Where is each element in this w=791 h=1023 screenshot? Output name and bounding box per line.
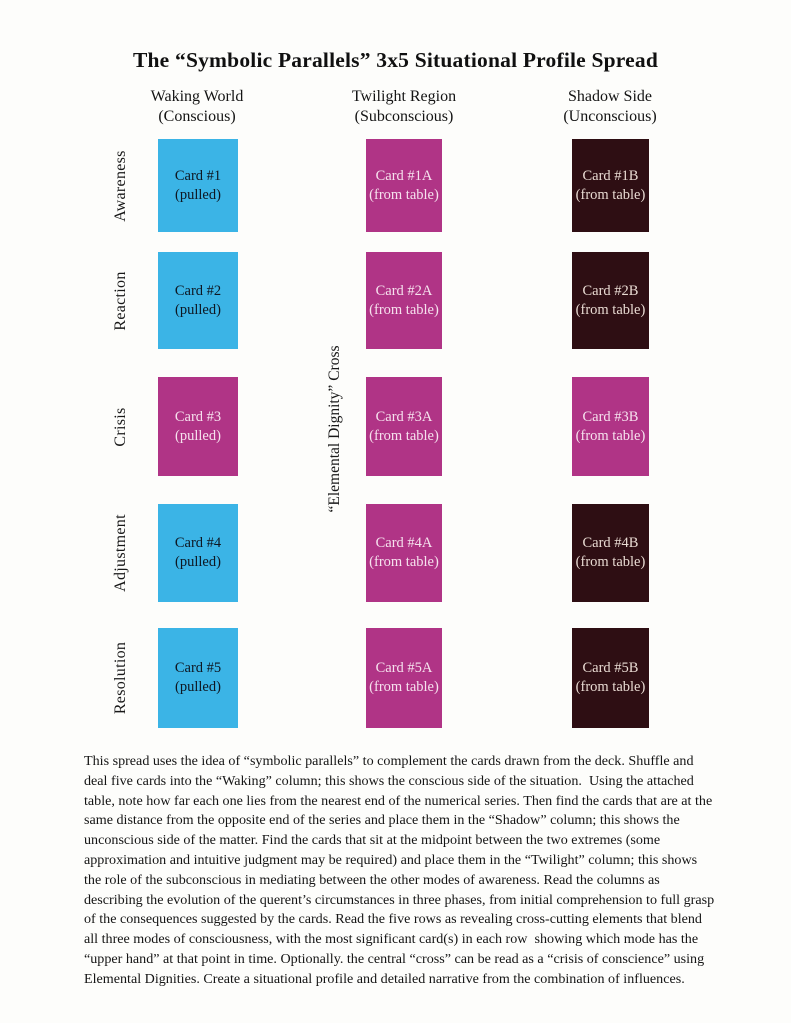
card-5 (158, 628, 238, 728)
card-1 (158, 139, 238, 232)
card-2b (572, 252, 649, 349)
column-header-shadow-side (500, 87, 720, 126)
card-4a (366, 504, 442, 602)
spread-row-crisis (0, 377, 791, 476)
page-title: The “Symbolic Parallels” 3x5 Situational Profile Spread (132, 48, 659, 72)
description-line: describing the evolution of the querent’s circumstances in three phases, from initial comprehension to full grasp (84, 891, 715, 908)
description-line: unconscious side of the matter. Find the cards that sit at the midpoint between the two extremes (some (84, 832, 661, 849)
card-4 (158, 504, 238, 602)
description-line: “upper hand” at that point in time. Optionally. the central “cross” can be read as a “crisis of conscience” using (84, 950, 705, 967)
column-subtitle: (Conscious) (158, 107, 236, 125)
card-title: Card #2B (582, 282, 639, 299)
column-title: Waking World (150, 88, 244, 105)
description-paragraph (84, 752, 774, 990)
card-subtitle: (from table) (575, 679, 646, 695)
card-subtitle: (from table) (575, 554, 646, 570)
spread-row-adjustment (0, 504, 791, 602)
card-2a (366, 252, 442, 349)
description-line: approximation and intuitive judgment may be required) and place them in the “Twilight” column; this shows (84, 851, 698, 868)
description-line: same distance from the opposite end of the series and place them in the “Shadow” column; this shows the (84, 812, 680, 829)
spread-row-reaction (0, 252, 791, 349)
card-title: Card #5A (375, 660, 433, 676)
card-1b (572, 139, 649, 232)
description-line: This spread uses the idea of “symbolic parallels” to complement the cards drawn from the deck. Shuffle and (84, 753, 694, 769)
card-title: Card #2 (174, 282, 222, 299)
spread-row-awareness (0, 139, 791, 232)
card-5a (366, 628, 442, 728)
card-subtitle: (from table) (575, 301, 646, 318)
card-subtitle: (from table) (369, 186, 439, 203)
card-subtitle: (pulled) (175, 301, 221, 318)
card-subtitle: (from table) (575, 186, 646, 203)
card-subtitle: (pulled) (175, 186, 221, 203)
card-1a (366, 139, 442, 232)
card-title: Card #4A (375, 535, 433, 551)
card-subtitle: (from table) (369, 301, 439, 318)
column-subtitle: (Subconscious) (354, 107, 454, 125)
card-title: Card #4 (174, 535, 222, 551)
card-title: Card #3B (582, 408, 639, 425)
card-subtitle: (pulled) (175, 679, 221, 695)
description-line: deal five cards into the “Waking” column; this shows the conscious side of the situation. Using the attached (84, 772, 694, 789)
card-2 (158, 252, 238, 349)
card-title: Card #3A (375, 408, 433, 425)
elemental-dignity-cross-annotation: “Elemental Dignity” Cross (326, 345, 343, 513)
card-title: Card #3 (174, 408, 222, 425)
description-line: table, note how far each one lies from the nearest end of the numerical series. Then find the cards that are at the (84, 792, 713, 809)
row-label-resolution: Resolution (112, 641, 129, 715)
card-subtitle: (from table) (575, 427, 646, 444)
card-title: Card #5B (582, 660, 639, 676)
column-title: Twilight Region (351, 88, 457, 105)
card-subtitle: (pulled) (175, 554, 221, 570)
spread-row-resolution (0, 628, 791, 728)
card-3a (366, 377, 442, 476)
row-label-reaction: Reaction (112, 270, 129, 331)
card-4b (572, 504, 649, 602)
card-5b (572, 628, 649, 728)
row-label-crisis: Crisis (112, 406, 129, 447)
card-3 (158, 377, 238, 476)
column-subtitle: (Unconscious) (563, 107, 657, 125)
column-header-twilight-region (294, 87, 514, 126)
card-title: Card #2A (375, 282, 433, 299)
card-subtitle: (pulled) (175, 427, 221, 444)
row-label-adjustment: Adjustment (112, 514, 129, 592)
card-title: Card #4B (582, 535, 639, 551)
card-subtitle: (from table) (369, 427, 439, 444)
card-title: Card #5 (174, 660, 222, 676)
card-3b (572, 377, 649, 476)
description-line: Elemental Dignities. Create a situational profile and detailed narrative from the combination of influences. (84, 970, 685, 987)
description-line: the role of the subconscious in mediating between the other modes of awareness. Read the columns as (84, 871, 660, 888)
row-label-awareness: Awareness (112, 149, 129, 222)
description-line: of the consequences suggested by the cards. Read the five rows as revealing cross-cutting elements that blend (84, 911, 702, 928)
card-title: Card #1 (174, 167, 222, 184)
card-title: Card #1A (375, 167, 433, 184)
description-line: all three modes of consciousness, with the most significant card(s) in each row showing which mode has the (84, 931, 699, 948)
column-title: Shadow Side (568, 88, 652, 105)
card-subtitle: (from table) (369, 554, 439, 570)
card-subtitle: (from table) (369, 679, 439, 695)
card-title: Card #1B (582, 167, 639, 184)
